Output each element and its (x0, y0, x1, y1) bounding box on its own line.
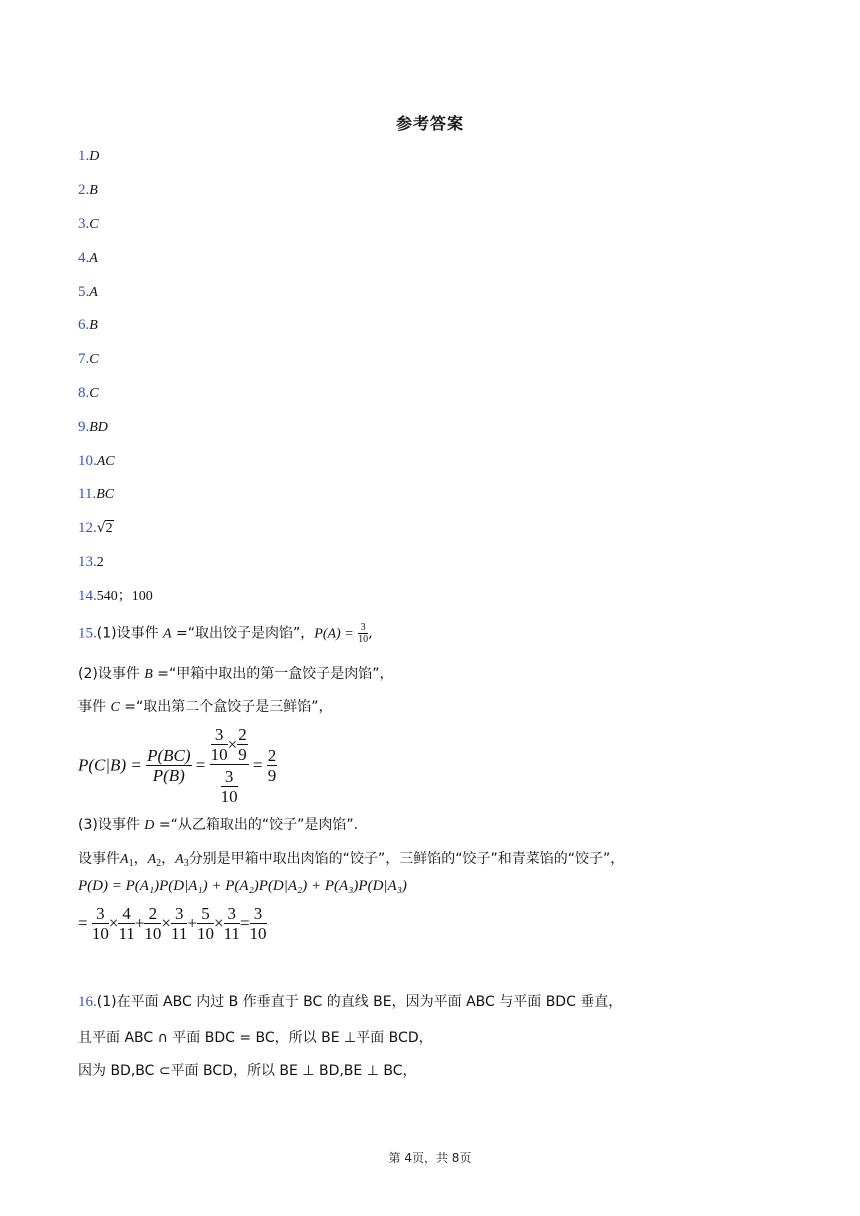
answer-number: 11. (78, 486, 97, 502)
answer-number: 10. (78, 453, 97, 469)
compound-fraction: $\frac{3}{10}$ × $\frac{2}{9}$ $\frac{3}{10}$ (210, 725, 247, 806)
fraction-pbc-over-pb: $\frac{P(BC)}{P(B)}$ (147, 746, 191, 785)
answer-number: 1. (78, 148, 90, 164)
q16-line3: 因为 BD,BC ⊂平面 BCD，所以 BE ⊥ BD,BE ⊥ BC， (78, 1063, 417, 1079)
answer-value: BD (89, 420, 108, 435)
q16-number: 16. (78, 994, 97, 1010)
answer-value: C (89, 352, 99, 367)
answer-number: 12. (78, 520, 97, 536)
total-probability-line: P(D) = P(A₁)P(D|A₁) + P(A₂)P(D|A₂) + P(A₃)P(D|A₃) (78, 878, 407, 894)
answer-item (78, 586, 153, 607)
answer-value (97, 521, 114, 536)
answer-item (78, 451, 115, 472)
answer-number: 8. (78, 385, 90, 401)
answer-number: 6. (78, 317, 90, 333)
q15-part2-event-c: 事件 C =“取出第二个盒饺子是三鲜馅”， (78, 699, 333, 715)
answer-value: 540；100 (96, 589, 153, 604)
answer-item (78, 552, 104, 573)
answer-item (78, 214, 99, 235)
answer-number: 4. (78, 250, 90, 266)
answer-item (78, 383, 99, 404)
q16-line1: 16.(1)在平面 ABC 内过 B 作垂直于 BC 的直线 BE，因为平面 ABC 与平面 BDC 垂直， (78, 994, 623, 1010)
answer-number: 3. (78, 216, 90, 232)
q16-line2: 且平面 ABC ∩ 平面 BDC = BC，所以 BE ⊥平面 BCD， (78, 1030, 433, 1046)
answer-number: 7. (78, 351, 90, 367)
answer-value: BC (96, 487, 115, 502)
answer-value: A (89, 251, 98, 266)
total-probability-calculation: = $\frac{3}{10}$ × $\frac{4}{11}$ + $\frac{2}{10}$ × $\frac{3}{11}$ + $\frac{5}{10}$ × $\frac{3}{11}$ = $\frac{3}{10}$ (78, 904, 267, 943)
q15-part2: (2)设事件 B =“甲箱中取出的第一盒饺子是肉馅”， (78, 666, 394, 682)
answer-number: 9. (78, 419, 90, 435)
answer-number: 2. (78, 182, 90, 198)
answer-number: 13. (78, 554, 97, 570)
answer-item (78, 484, 114, 505)
q15-part1: 15.(1)设事件 A =“取出饺子是肉馅”，P(A) = $\frac{3}{10}$ , (78, 622, 373, 645)
answer-value: D (89, 149, 100, 164)
answer-item (78, 180, 98, 201)
answer-value: C (89, 217, 99, 232)
sqrt-symbol: √2 (96, 520, 113, 536)
answer-value: B (89, 318, 98, 333)
answer-item (78, 146, 99, 167)
answer-value: 2 (96, 555, 104, 570)
answer-item (78, 282, 98, 303)
page-footer: 第 4页，共 8页 (388, 1151, 472, 1165)
answer-value: C (89, 386, 99, 401)
answer-value: A (89, 285, 98, 300)
result-fraction: $\frac{2}{9}$ (267, 746, 277, 785)
conditional-probability-formula: P(C|B) = $\frac{P(BC)}{P(B)}$ = $\frac{3}{10}$ × $\frac{2}{9}$ $\frac{3}{10}$ = $\frac{2}{9}$ (78, 725, 277, 806)
answer-number: 5. (78, 284, 90, 300)
answer-value: B (89, 183, 98, 198)
answer-item (78, 315, 98, 336)
answer-value: AC (96, 454, 115, 469)
answer-number: 14. (78, 588, 97, 604)
page-title: 参考答案 (395, 114, 464, 133)
answer-item (78, 248, 98, 269)
answer-item (78, 349, 99, 370)
probability-fraction: $\frac{3}{10}$ (358, 622, 369, 645)
q15-part3-events: 设事件$A_1$，$A_2$，$A_3$分别是甲箱中取出肉馅的“饺子”，三鲜馅的“饺子”和青菜馅的“饺子”， (78, 851, 625, 869)
answer-item (78, 518, 114, 539)
answer-item (78, 417, 108, 438)
q15-part3: (3)设事件 D =“从乙箱取出的“饺子”是肉馅”. (78, 817, 359, 833)
q15-number: 15. (78, 625, 97, 642)
